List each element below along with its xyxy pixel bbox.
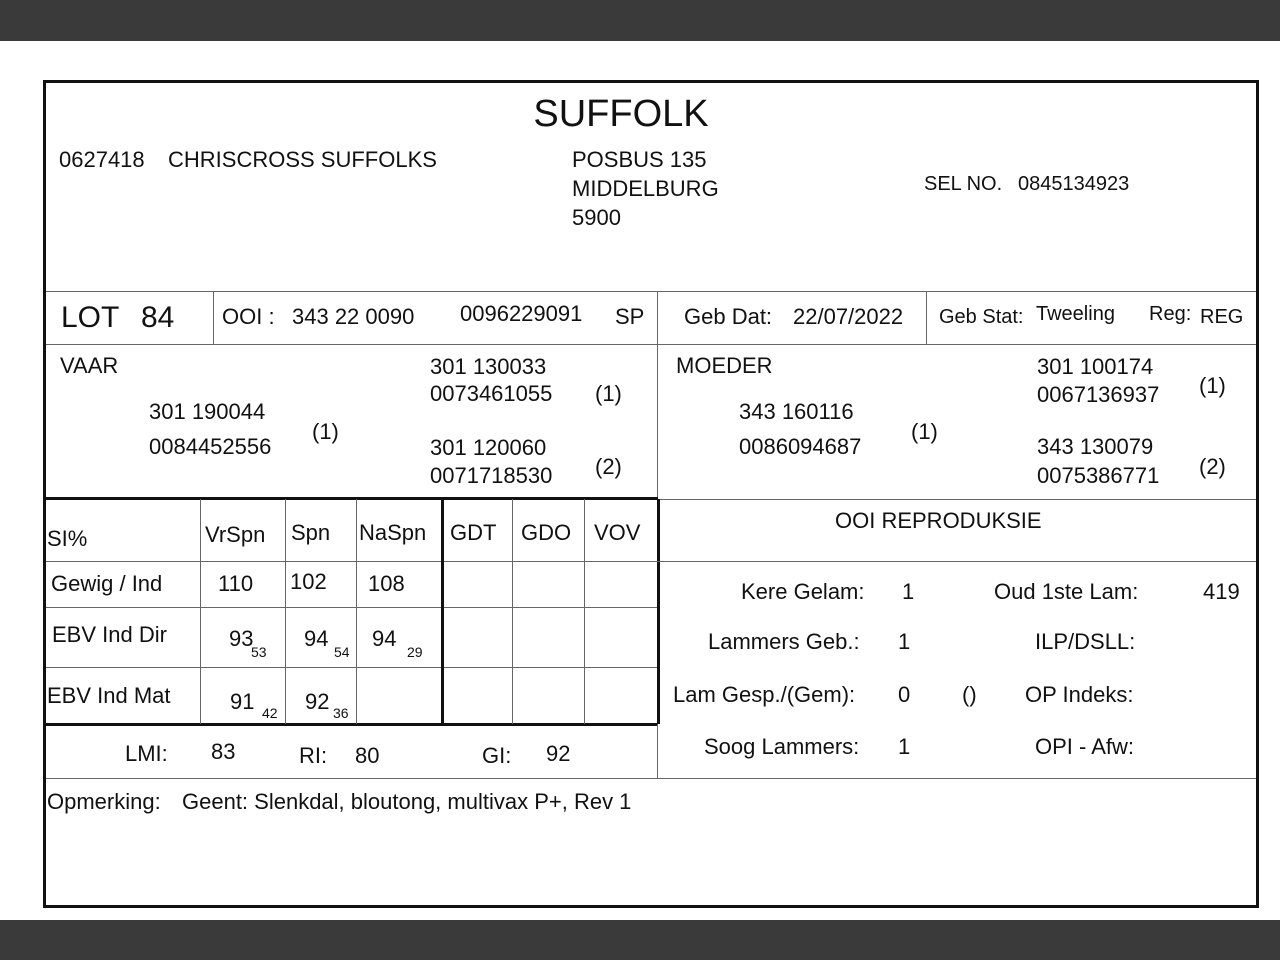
ri-label: RI: bbox=[299, 743, 328, 768]
divider bbox=[584, 499, 585, 724]
dir-naspn-sub: 29 bbox=[407, 644, 423, 660]
divider bbox=[46, 607, 658, 608]
geb-dat-value: 22/07/2022 bbox=[793, 304, 904, 329]
divider bbox=[46, 561, 658, 562]
divider bbox=[657, 499, 1256, 500]
divider bbox=[657, 291, 658, 344]
divider bbox=[46, 723, 658, 726]
mat-vrspn: 91 bbox=[230, 689, 255, 714]
divider bbox=[46, 344, 1256, 345]
kere-label: Kere Gelam: bbox=[741, 579, 865, 604]
vaar-id: 301 190044 bbox=[149, 399, 266, 424]
moeder-mark: (1) bbox=[911, 419, 938, 444]
moeder-id: 343 160116 bbox=[739, 399, 854, 424]
oud-value: 419 bbox=[1203, 579, 1240, 604]
divider bbox=[657, 499, 660, 724]
top-bar bbox=[0, 0, 1280, 41]
gi-label: GI: bbox=[482, 743, 512, 768]
ri-value: 80 bbox=[355, 743, 380, 768]
sel-number: 0845134923 bbox=[1018, 173, 1130, 195]
opi-label: OPI - Afw: bbox=[1035, 734, 1135, 759]
vaar-label: VAAR bbox=[60, 353, 119, 378]
sp-code: SP bbox=[615, 304, 645, 329]
divider bbox=[285, 499, 286, 724]
divider bbox=[46, 497, 658, 500]
vaar-sire-mark: (1) bbox=[595, 381, 622, 406]
reproduction-title: OOI REPRODUKSIE bbox=[835, 508, 1042, 533]
geb-stat-value: Tweeling bbox=[1036, 303, 1115, 325]
breeder-name: CHRISCROSS SUFFOLKS bbox=[168, 147, 437, 172]
divider bbox=[46, 778, 1256, 779]
dir-spn: 94 bbox=[304, 626, 329, 651]
sel-label: SEL NO. bbox=[924, 173, 1003, 195]
kere-value: 1 bbox=[902, 579, 915, 604]
divider bbox=[46, 291, 1256, 292]
divider bbox=[512, 499, 513, 724]
header-vov: VOV bbox=[594, 520, 641, 545]
op-label: OP Indeks: bbox=[1025, 682, 1134, 707]
reg-label: Reg: bbox=[1149, 303, 1192, 325]
gewig-vrspn: 110 bbox=[218, 571, 254, 596]
mat-spn: 92 bbox=[305, 689, 330, 714]
divider bbox=[657, 561, 1256, 562]
dir-spn-sub: 54 bbox=[334, 644, 350, 660]
header-naspn: NaSpn bbox=[359, 520, 427, 545]
header-gdt: GDT bbox=[450, 520, 497, 545]
divider bbox=[657, 724, 658, 778]
divider bbox=[200, 499, 201, 724]
oud-label: Oud 1ste Lam: bbox=[994, 579, 1139, 604]
row-label: EBV Ind Dir bbox=[52, 622, 167, 647]
mat-vrspn-sub: 42 bbox=[262, 705, 278, 721]
moeder-sire-id: 301 100174 bbox=[1037, 354, 1154, 379]
registration-number: 0096229091 bbox=[460, 301, 583, 326]
row-label: Gewig / Ind bbox=[51, 571, 163, 596]
lot-number: 84 bbox=[141, 301, 175, 334]
vaar-dam-mark: (2) bbox=[595, 454, 622, 479]
ooi-id: 343 22 0090 bbox=[292, 304, 415, 329]
divider bbox=[213, 291, 214, 344]
moeder-label: MOEDER bbox=[676, 353, 773, 378]
dir-naspn: 94 bbox=[372, 626, 397, 651]
header-spn: Spn bbox=[291, 520, 331, 545]
vaar-mark: (1) bbox=[312, 419, 339, 444]
gesp-label: Lam Gesp./(Gem): bbox=[673, 682, 856, 707]
header-vrspn: VrSpn bbox=[205, 522, 266, 547]
vaar-reg: 0084452556 bbox=[149, 434, 272, 459]
breeder-code: 0627418 bbox=[59, 147, 145, 172]
lmi-label: LMI: bbox=[125, 741, 168, 766]
moeder-sire-reg: 0067136937 bbox=[1037, 382, 1160, 407]
geb-dat-label: Geb Dat: bbox=[684, 304, 773, 329]
divider bbox=[657, 344, 658, 499]
lammers-value: 1 bbox=[898, 629, 911, 654]
remarks-text: Geent: Slenkdal, bloutong, multivax P+, Rev 1 bbox=[182, 789, 632, 814]
gewig-naspn: 108 bbox=[368, 571, 405, 596]
remarks-label: Opmerking: bbox=[47, 789, 161, 814]
vaar-sire-reg: 0073461055 bbox=[430, 381, 553, 406]
moeder-dam-mark: (2) bbox=[1199, 454, 1226, 479]
address-line-3: 5900 bbox=[572, 205, 621, 230]
geb-stat-label: Geb Stat: bbox=[939, 306, 1024, 328]
bottom-bar bbox=[0, 920, 1280, 960]
mat-spn-sub: 36 bbox=[333, 705, 349, 721]
soog-value: 1 bbox=[898, 734, 911, 759]
moeder-dam-id: 343 130079 bbox=[1037, 434, 1154, 459]
header-gdo: GDO bbox=[521, 520, 572, 545]
lammers-label: Lammers Geb.: bbox=[708, 629, 860, 654]
moeder-reg: 0086094687 bbox=[739, 434, 862, 459]
divider bbox=[46, 667, 658, 668]
address-line-2: MIDDELBURG bbox=[572, 176, 719, 201]
vaar-sire-id: 301 130033 bbox=[430, 354, 547, 379]
address-line-1: POSBUS 135 bbox=[572, 147, 707, 172]
gi-value: 92 bbox=[546, 741, 571, 766]
ilp-label: ILP/DSLL: bbox=[1035, 629, 1136, 654]
moeder-sire-mark: (1) bbox=[1199, 373, 1226, 398]
gesp-value: 0 bbox=[898, 682, 911, 707]
divider bbox=[441, 499, 444, 724]
breed-title: SUFFOLK bbox=[533, 93, 709, 135]
dir-vrspn: 93 bbox=[229, 626, 254, 651]
lot-label: LOT bbox=[61, 301, 120, 334]
moeder-dam-reg: 0075386771 bbox=[1037, 463, 1160, 488]
reg-value: REG bbox=[1200, 306, 1244, 328]
vaar-dam-reg: 0071718530 bbox=[430, 463, 553, 488]
vaar-dam-id: 301 120060 bbox=[430, 435, 547, 460]
divider bbox=[356, 499, 357, 724]
divider bbox=[926, 291, 927, 344]
gewig-spn: 102 bbox=[290, 569, 327, 594]
ooi-label: OOI : bbox=[222, 304, 275, 329]
row-label: EBV Ind Mat bbox=[47, 683, 171, 708]
gem-value: () bbox=[962, 682, 977, 707]
si-corner: SI% bbox=[47, 526, 88, 551]
dir-vrspn-sub: 53 bbox=[251, 644, 267, 660]
lmi-value: 83 bbox=[211, 739, 236, 764]
soog-label: Soog Lammers: bbox=[704, 734, 860, 759]
lot-card bbox=[43, 80, 1259, 908]
